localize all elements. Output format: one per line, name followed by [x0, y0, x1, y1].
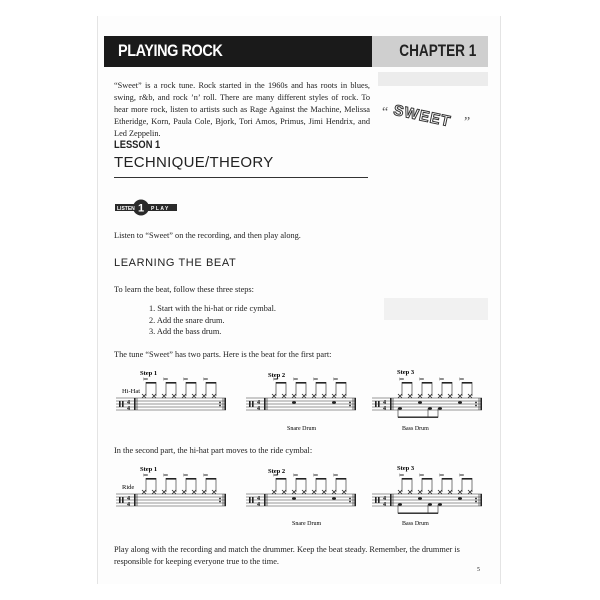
time-signature-top: 4	[383, 496, 386, 502]
cymbal-note	[448, 490, 452, 494]
cymbal-note	[302, 394, 306, 398]
snare-note	[418, 401, 422, 404]
listen-instruction: Listen to “Sweet” on the recording, and then play along.	[114, 231, 301, 240]
chapter-header	[104, 36, 488, 67]
bass-drum-note	[398, 503, 402, 506]
note-beam	[422, 382, 432, 384]
note-beam	[402, 382, 412, 384]
cymbal-note	[468, 394, 472, 398]
percussion-clef	[378, 401, 380, 407]
note-beam	[296, 478, 306, 480]
cymbal-note	[142, 490, 146, 494]
header-title: PLAYING ROCK	[118, 41, 223, 60]
percussion-clef	[252, 401, 254, 407]
cymbal-note	[302, 490, 306, 494]
cymbal-note	[212, 490, 216, 494]
part2-text: In the second part, the hi-hat part moves to the ride cymbal:	[114, 446, 313, 455]
repeat-dot	[219, 498, 221, 500]
note-beam	[206, 382, 216, 384]
cymbal-note	[438, 490, 442, 494]
note-beam	[336, 382, 346, 384]
note-beam	[146, 478, 156, 480]
snare-note	[292, 497, 296, 500]
cymbal-note	[292, 490, 296, 494]
note-beam	[402, 478, 412, 480]
step-caption: Snare Drum	[287, 426, 317, 432]
cymbal-note	[212, 394, 216, 398]
steps-list	[149, 303, 276, 338]
header-chapter-block	[372, 36, 488, 67]
step-label: Step 2	[268, 468, 286, 475]
step-caption: Snare Drum	[292, 521, 322, 527]
instrument-label: Hi-Hat	[122, 388, 141, 395]
accent-mark	[183, 378, 188, 380]
note-beam	[276, 478, 286, 480]
measures-group	[116, 474, 482, 514]
cymbal-note	[468, 490, 472, 494]
note-beam	[422, 478, 432, 480]
listen-label: LISTEN	[117, 205, 135, 212]
notation-row-1	[112, 364, 484, 436]
notation-row-2	[112, 460, 484, 532]
repeat-dot	[475, 498, 477, 500]
accent-mark	[333, 474, 338, 476]
cymbal-note	[312, 394, 316, 398]
repeat-dot	[475, 405, 477, 407]
time-signature-top: 4	[257, 400, 260, 406]
percussion-clef	[378, 497, 380, 503]
repeat-bar	[354, 398, 356, 410]
cymbal-note	[272, 394, 276, 398]
note-beam	[186, 382, 196, 384]
accent-mark	[419, 474, 424, 476]
snare-note	[332, 497, 336, 500]
cymbal-note	[182, 490, 186, 494]
accent-mark	[183, 474, 188, 476]
cymbal-note	[342, 490, 346, 494]
cymbal-note	[152, 394, 156, 398]
percussion-clef	[122, 401, 124, 407]
cymbal-note	[322, 394, 326, 398]
note-beam	[442, 478, 452, 480]
repeat-bar	[390, 398, 392, 410]
bass-drum-note	[428, 407, 432, 410]
accent-mark	[419, 378, 424, 380]
note-beam	[442, 382, 452, 384]
cymbal-note	[292, 394, 296, 398]
svg-text:”: ”	[464, 115, 471, 130]
repeat-dot	[219, 501, 221, 503]
cymbal-note	[398, 394, 402, 398]
snare-note	[292, 401, 296, 404]
lesson-title: TECHNIQUE/THEORY	[114, 154, 274, 171]
accent-mark	[439, 474, 444, 476]
cymbal-note	[418, 394, 422, 398]
accent-mark	[459, 474, 464, 476]
measures-group	[116, 378, 482, 418]
bass-drum-note	[438, 407, 442, 410]
note-beam	[316, 382, 326, 384]
note-beam	[316, 478, 326, 480]
bass-drum-note	[398, 407, 402, 410]
page-number: 5	[477, 567, 480, 573]
note-beam	[398, 513, 438, 514]
repeat-dot	[349, 498, 351, 500]
repeat-bar	[480, 398, 482, 410]
cymbal-note	[438, 394, 442, 398]
repeat-dot	[475, 402, 477, 404]
cymbal-note	[172, 394, 176, 398]
repeat-dot	[219, 402, 221, 404]
accent-mark	[143, 474, 148, 476]
percussion-clef	[249, 497, 251, 503]
bass-drum-note	[428, 503, 432, 506]
note-beam	[462, 478, 472, 480]
chapter-title: CHAPTER 1	[398, 41, 476, 60]
cymbal-note	[408, 490, 412, 494]
note-beam	[206, 478, 216, 480]
note-beam	[166, 382, 176, 384]
step-caption: Bass Drum	[402, 426, 429, 432]
note-beam	[398, 417, 438, 418]
repeat-bar	[264, 494, 266, 506]
accent-mark	[333, 378, 338, 380]
cymbal-note	[162, 490, 166, 494]
margin-decoration	[384, 298, 488, 320]
listen-play-badge	[114, 198, 178, 216]
accent-mark	[399, 378, 404, 380]
cymbal-note	[282, 394, 286, 398]
accent-mark	[203, 378, 208, 380]
snare-note	[458, 401, 462, 404]
cymbal-note	[408, 394, 412, 398]
time-signature-bottom: 4	[257, 502, 260, 508]
percussion-clef	[119, 401, 121, 407]
part1-text: The tune “Sweet” has two parts. Here is the beat for the first part:	[114, 350, 332, 359]
cymbal-note	[192, 394, 196, 398]
cymbal-note	[398, 490, 402, 494]
cymbal-note	[458, 490, 462, 494]
repeat-bar	[264, 398, 266, 410]
accent-mark	[163, 474, 168, 476]
closing-line-2: responsible for keeping everyone true to the time.	[114, 557, 279, 566]
repeat-bar	[480, 494, 482, 506]
cymbal-note	[312, 490, 316, 494]
step-label: Step 3	[397, 369, 415, 376]
svg-text:“: “	[382, 105, 389, 120]
percussion-clef	[252, 497, 254, 503]
note-beam	[276, 382, 286, 384]
time-signature-bottom: 4	[127, 502, 130, 508]
cymbal-note	[332, 490, 336, 494]
note-beam	[462, 382, 472, 384]
repeat-dot	[349, 405, 351, 407]
percussion-clef	[122, 497, 124, 503]
repeat-bar	[224, 398, 226, 410]
note-beam	[296, 382, 306, 384]
header-title-block	[104, 36, 372, 67]
accent-mark	[203, 474, 208, 476]
list-item: 2. Add the snare drum.	[149, 315, 225, 325]
cymbal-note	[428, 490, 432, 494]
steps-intro: To learn the beat, follow these three steps:	[114, 285, 254, 294]
accent-mark	[143, 378, 148, 380]
note-beam	[166, 478, 176, 480]
time-signature-bottom: 4	[383, 502, 386, 508]
list-item: 1. Start with the hi-hat or ride cymbal.	[149, 304, 276, 313]
closing-line-1: Play along with the recording and match the drummer. Keep the beat steady. Remember, the drummer is	[114, 545, 460, 554]
cymbal-note	[142, 394, 146, 398]
intro-paragraph: “Sweet” is a rock tune. Rock started in the 1960s and has roots in blues, swing, r&b, and rock ’n’ roll. There are many different styles of rock. To hear more rock, listen to artists such as Rage Against the Machine, Melissa Etheridge, Korn, Paula Cole, Bjork, Tori Amos, Primus, Jimi Hendrix, and Led Zeppelin.	[114, 81, 370, 138]
cymbal-note	[202, 490, 206, 494]
repeat-dot	[475, 501, 477, 503]
repeat-bar	[390, 494, 392, 506]
time-signature-bottom: 4	[383, 406, 386, 412]
lesson-label: LESSON 1	[114, 139, 161, 151]
percussion-clef	[119, 497, 121, 503]
cymbal-note	[162, 394, 166, 398]
percussion-clef	[375, 401, 377, 407]
repeat-bar	[354, 494, 356, 506]
percussion-clef	[249, 401, 251, 407]
repeat-dot	[219, 405, 221, 407]
time-signature-top: 4	[257, 496, 260, 502]
time-signature-bottom: 4	[127, 406, 130, 412]
sweet-logo-text: SWEET	[391, 101, 453, 131]
step-label: Step 1	[140, 466, 158, 473]
note-beam	[336, 478, 346, 480]
percussion-clef	[375, 497, 377, 503]
repeat-bar	[224, 494, 226, 506]
repeat-bar	[134, 494, 136, 506]
cymbal-note	[272, 490, 276, 494]
cymbal-note	[322, 490, 326, 494]
repeat-bar	[134, 398, 136, 410]
cymbal-note	[342, 394, 346, 398]
time-signature-bottom: 4	[257, 406, 260, 412]
snare-note	[332, 401, 336, 404]
cymbal-note	[182, 394, 186, 398]
cymbal-note	[448, 394, 452, 398]
accent-mark	[399, 474, 404, 476]
note-beam	[146, 382, 156, 384]
section-heading: LEARNING THE BEAT	[114, 257, 237, 269]
accent-mark	[313, 378, 318, 380]
accent-mark	[459, 378, 464, 380]
cymbal-note	[152, 490, 156, 494]
cymbal-note	[202, 394, 206, 398]
bass-drum-note	[438, 503, 442, 506]
step-caption: Bass Drum	[402, 521, 429, 527]
cymbal-note	[282, 490, 286, 494]
snare-note	[418, 497, 422, 500]
instrument-label: Ride	[122, 484, 135, 491]
repeat-dot	[349, 501, 351, 503]
step-label: Step 2	[268, 372, 286, 379]
time-signature-top: 4	[127, 496, 130, 502]
note-beam	[186, 478, 196, 480]
snare-note	[458, 497, 462, 500]
cymbal-note	[428, 394, 432, 398]
cymbal-note	[172, 490, 176, 494]
track-number: 1	[138, 202, 145, 215]
accent-mark	[439, 378, 444, 380]
step-label: Step 1	[140, 370, 158, 377]
time-signature-top: 4	[383, 400, 386, 406]
cymbal-note	[332, 394, 336, 398]
accent-mark	[163, 378, 168, 380]
sweet-logo	[378, 96, 478, 142]
time-signature-top: 4	[127, 400, 130, 406]
play-label: PLAY	[151, 205, 170, 212]
step-label: Step 3	[397, 465, 415, 472]
accent-mark	[293, 378, 298, 380]
lesson-divider	[114, 177, 368, 178]
repeat-dot	[349, 402, 351, 404]
cymbal-note	[458, 394, 462, 398]
accent-mark	[313, 474, 318, 476]
cymbal-note	[418, 490, 422, 494]
accent-mark	[293, 474, 298, 476]
cymbal-note	[192, 490, 196, 494]
margin-decoration	[378, 72, 488, 86]
list-item: 3. Add the bass drum.	[149, 327, 222, 336]
